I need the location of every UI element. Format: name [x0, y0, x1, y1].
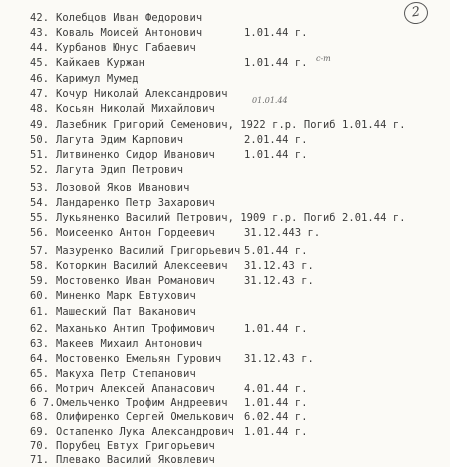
entry-date: 1.01.44 г. [244, 323, 308, 335]
entry-name: Миненко Марк Евтухович [56, 290, 196, 302]
entry-name: Каримул Мумед [56, 73, 139, 85]
list-item [30, 26, 442, 40]
entry-name: Кайкаев Куржан [56, 57, 145, 69]
entry-date: 1.01.44 г. [244, 57, 308, 69]
entry-number: 50. [30, 134, 50, 146]
entry-number: 64. [30, 353, 50, 365]
entry-number: 66. [30, 383, 50, 395]
list-item [30, 274, 442, 288]
entry-name: Литвиненко Сидор Иванович [56, 149, 215, 161]
entry-number: 56. [30, 227, 50, 239]
entry-number: 42. [30, 12, 50, 24]
entry-name: Колебцов Иван Федорович [56, 12, 203, 24]
entry-number: 62. [30, 323, 50, 335]
entry-number: 63. [30, 338, 50, 350]
list-item [30, 72, 442, 86]
entry-name: Лагута Эдим Карпович [56, 134, 184, 146]
entry-number: 46. [30, 73, 50, 85]
entry-number: 69. [30, 426, 50, 438]
entry-number: 71. [30, 454, 50, 466]
list-item [30, 87, 442, 101]
list-item [30, 11, 442, 25]
entry-number: 53. [30, 182, 50, 194]
entry-number: 65. [30, 368, 50, 380]
entry-name: Лагута Эдип Петрович [56, 164, 184, 176]
entry-date: 31.12.443 г. [244, 227, 321, 239]
entry-number: 60. [30, 290, 50, 302]
list-item [30, 337, 442, 351]
list-item [30, 196, 442, 210]
list-item [30, 352, 442, 366]
list-item [30, 439, 442, 453]
entry-number: 45. [30, 57, 50, 69]
entry-name: Машеский Пат Ваканович [56, 306, 196, 318]
list-item [30, 118, 442, 132]
list-item [30, 382, 442, 396]
entry-date: 4.01.44 г. [244, 383, 308, 395]
entry-number: 48. [30, 103, 50, 115]
list-item [30, 259, 442, 273]
entry-name: Мостовенко Иван Романович [56, 275, 215, 287]
entry-name: Которкин Василий Алексеевич [56, 260, 228, 272]
list-item [30, 322, 442, 336]
entry-name: Косьян Николай Михайлович [56, 103, 215, 115]
entry-date: 1.01.44 г. [244, 426, 308, 438]
list-item [30, 453, 442, 467]
list-item [30, 367, 442, 381]
entry-name: Ландаренко Петр Захарович [56, 197, 215, 209]
entry-number: 52. [30, 164, 50, 176]
list-item [30, 410, 442, 424]
entry-name: Курбанов Юнус Габаевич [56, 42, 196, 54]
entry-name: Порубец Евтух Григорьевич [56, 440, 215, 452]
entry-name: Остапенко Лука Александрович [56, 426, 234, 438]
entry-number: 59. [30, 275, 50, 287]
entry-number: 57. [30, 245, 50, 257]
entry-number: 6 7. [30, 397, 56, 409]
list-item [30, 163, 442, 177]
entry-number: 70. [30, 440, 50, 452]
entry-name: Лозовой Яков Иванович [56, 182, 190, 194]
handwritten-note: 01.01.44 [252, 96, 288, 105]
entry-date: 31.12.43 г. [244, 260, 314, 272]
entry-date: 31.12.43 г. [244, 353, 314, 365]
entry-date: 2.01.44 г. [244, 134, 308, 146]
list-item [30, 102, 442, 116]
entry-name: Макеев Михаил Антонович [56, 338, 203, 350]
entry-name: Маханько Антип Трофимович [56, 323, 215, 335]
entry-number: 61. [30, 306, 50, 318]
list-item [30, 305, 442, 319]
entry-number: 51. [30, 149, 50, 161]
entry-date: 5.01.44 г. [244, 245, 308, 257]
list-item [30, 425, 442, 439]
list-item [30, 133, 442, 147]
entry-date: 6.02.44 г. [244, 411, 308, 423]
list-item [30, 41, 442, 55]
entry-number: 43. [30, 27, 50, 39]
entry-number: 54. [30, 197, 50, 209]
entry-name: Мостовенко Емельян Гурович [56, 353, 222, 365]
entry-name: Плевако Василий Яковлевич [56, 454, 215, 466]
list-item [30, 181, 442, 195]
entry-name: Моисеенко Антон Гордеевич [56, 227, 215, 239]
entry-number: 55. [30, 212, 50, 224]
entry-date: 1.01.44 г. [244, 27, 308, 39]
list-item [30, 289, 442, 303]
entry-number: 68. [30, 411, 50, 423]
entry-name: Омельченко Трофим Андреевич [56, 397, 228, 409]
entry-name: Лазебник Григорий Семенович, 1922 г.р. Погиб 1.01.44 г. [56, 119, 406, 131]
entry-name: Кочур Николай Александрович [56, 88, 228, 100]
page-number-mark: 2 [403, 0, 430, 25]
entry-name: Коваль Моисей Антонович [56, 27, 203, 39]
entry-date: 31.12.43 г. [244, 275, 314, 287]
entry-name: Лукьяненко Василий Петрович, 1909 г.р. Погиб 2.01.44 г. [56, 212, 406, 224]
list-item [30, 226, 442, 240]
entry-number: 58. [30, 260, 50, 272]
entry-number: 44. [30, 42, 50, 54]
list-item [30, 396, 442, 410]
entry-name: Мазуренко Василий Григорьевич [56, 245, 241, 257]
entry-number: 49. [30, 119, 50, 131]
list-item [30, 148, 442, 162]
entry-date: 1.01.44 г. [244, 149, 308, 161]
list-item [30, 211, 442, 225]
list-item [30, 56, 442, 70]
entry-date: 1.01.44 г. [244, 397, 308, 409]
entry-number: 47. [30, 88, 50, 100]
entry-name: Олифиренко Сергей Омелькович [56, 411, 234, 423]
handwritten-note: с-т [316, 54, 331, 63]
list-item [30, 244, 442, 258]
entry-name: Мотрич Алексей Апанасович [56, 383, 215, 395]
entry-name: Макуха Петр Степанович [56, 368, 196, 380]
